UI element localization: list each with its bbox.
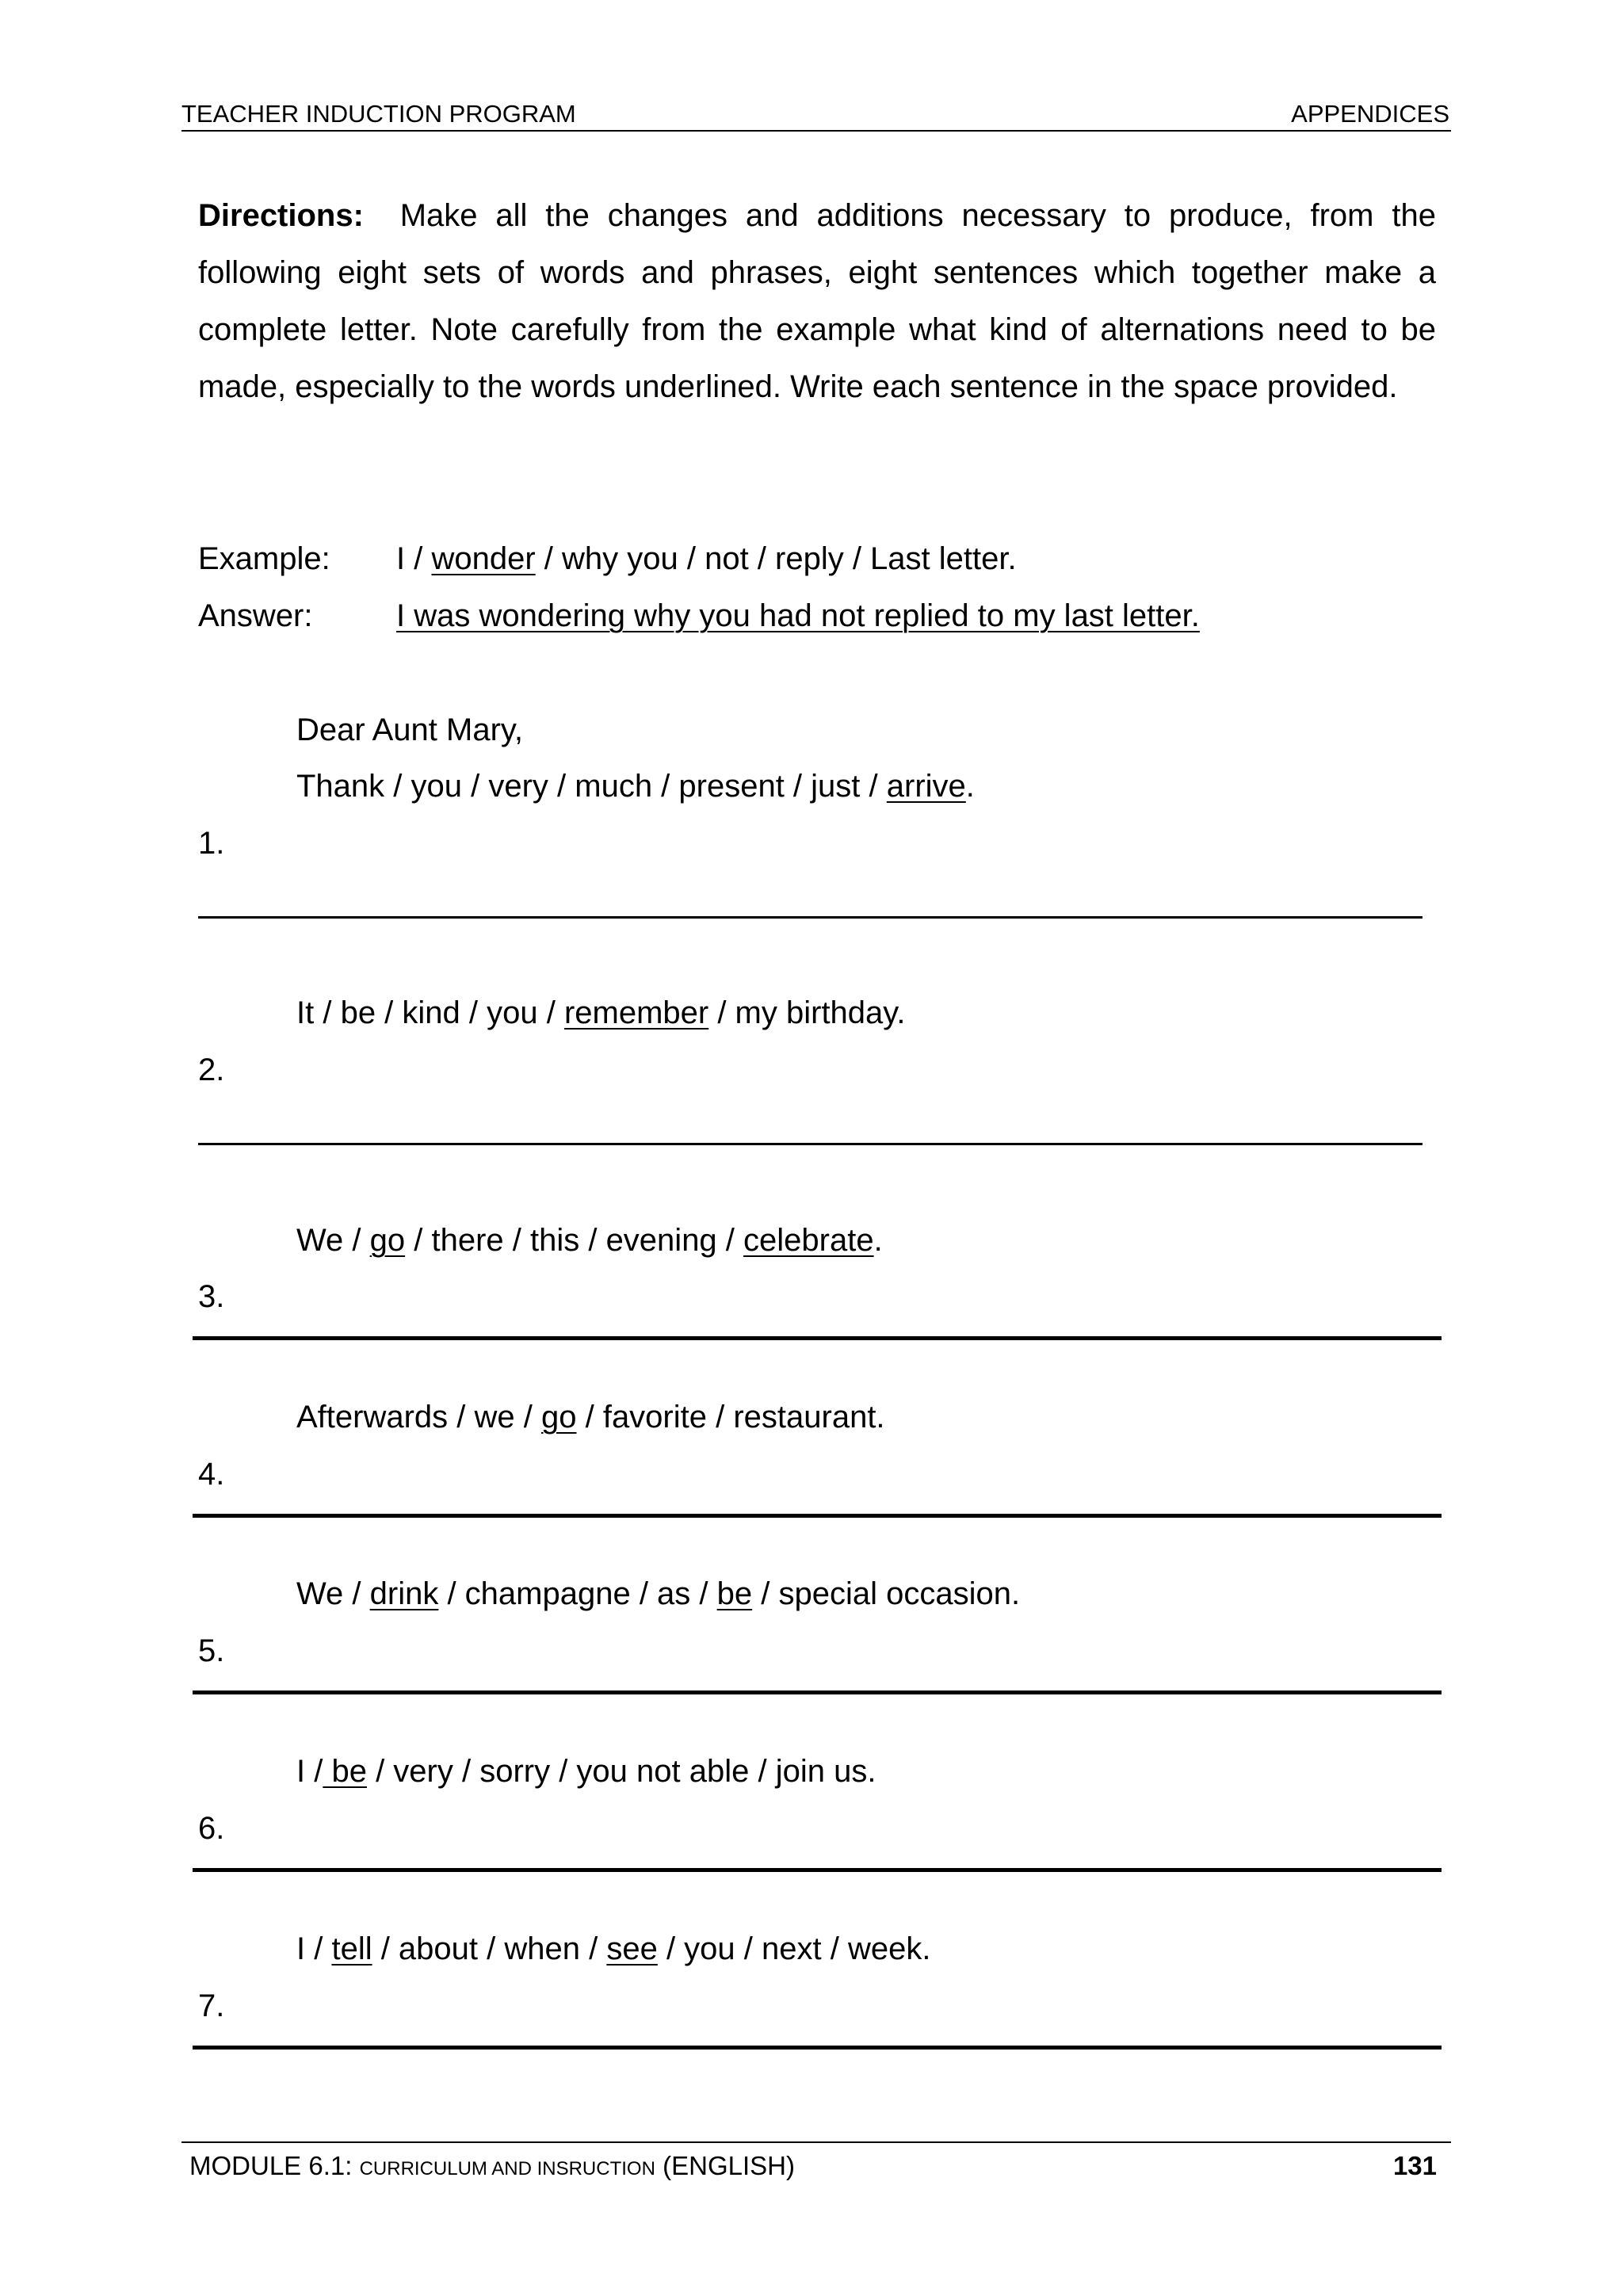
example-underlined-word: wonder bbox=[431, 541, 536, 576]
directions-paragraph bbox=[198, 187, 1436, 415]
answer-line-6[interactable] bbox=[193, 1868, 1442, 1872]
item-number-7: 7. bbox=[198, 1988, 225, 2023]
page-footer bbox=[181, 2141, 1451, 2183]
item-number-6: 6. bbox=[198, 1811, 225, 1846]
answer-label: Answer: bbox=[198, 598, 313, 633]
directions-text: Make all the changes and additions necessary to produce, from the following eight sets of words and phrases, eight sentences which together make a complete letter. Note carefully from the example what kind of alternations need to be made, especially to the words underlined. Write each sentence in the space provided. bbox=[198, 198, 1436, 404]
footer-module: MODULE 6.1: CURRICULUM AND INSRUCTION (ENGLISH) bbox=[189, 2151, 795, 2180]
directions-label: Directions: bbox=[198, 198, 364, 233]
item-number-1: 1. bbox=[198, 826, 225, 861]
example-label: Example: bbox=[198, 541, 330, 576]
answer-line-2[interactable] bbox=[198, 1143, 1423, 1145]
item-number-4: 4. bbox=[198, 1457, 225, 1492]
header-program-title: TEACHER INDUCTION PROGRAM bbox=[181, 100, 576, 128]
page-number: 131 bbox=[1392, 2151, 1437, 2180]
prompt-4: Afterwards / we / go / favorite / restaurant. bbox=[296, 1400, 885, 1435]
item-number-3: 3. bbox=[198, 1279, 225, 1314]
page-header bbox=[181, 97, 1451, 132]
prompt-1: Thank / you / very / much / present / just / arrive. bbox=[296, 769, 975, 804]
letter-salutation: Dear Aunt Mary, bbox=[296, 712, 524, 747]
answer-line-3[interactable] bbox=[193, 1336, 1442, 1340]
header-section-title: APPENDICES bbox=[1291, 100, 1449, 128]
prompt-2: It / be / kind / you / remember / my birthday. bbox=[296, 995, 906, 1030]
answer-line-1[interactable] bbox=[198, 916, 1423, 919]
answer-line-7[interactable] bbox=[193, 2046, 1442, 2050]
example-text: I / wonder / why you / not / reply / Last letter. bbox=[396, 541, 1017, 576]
answer-line-5[interactable] bbox=[193, 1690, 1442, 1694]
prompt-5: We / drink / champagne / as / be / special occasion. bbox=[296, 1576, 1021, 1611]
item-number-5: 5. bbox=[198, 1633, 225, 1668]
prompt-6: I / be / very / sorry / you not able / join us. bbox=[296, 1754, 876, 1789]
answer-line-4[interactable] bbox=[193, 1514, 1442, 1518]
answer-text: I was wondering why you had not replied to my last letter. bbox=[396, 598, 1200, 633]
item-number-2: 2. bbox=[198, 1052, 225, 1087]
prompt-3: We / go / there / this / evening / celebrate. bbox=[296, 1223, 883, 1258]
prompt-7: I / tell / about / when / see / you / next / week. bbox=[296, 1931, 931, 1966]
